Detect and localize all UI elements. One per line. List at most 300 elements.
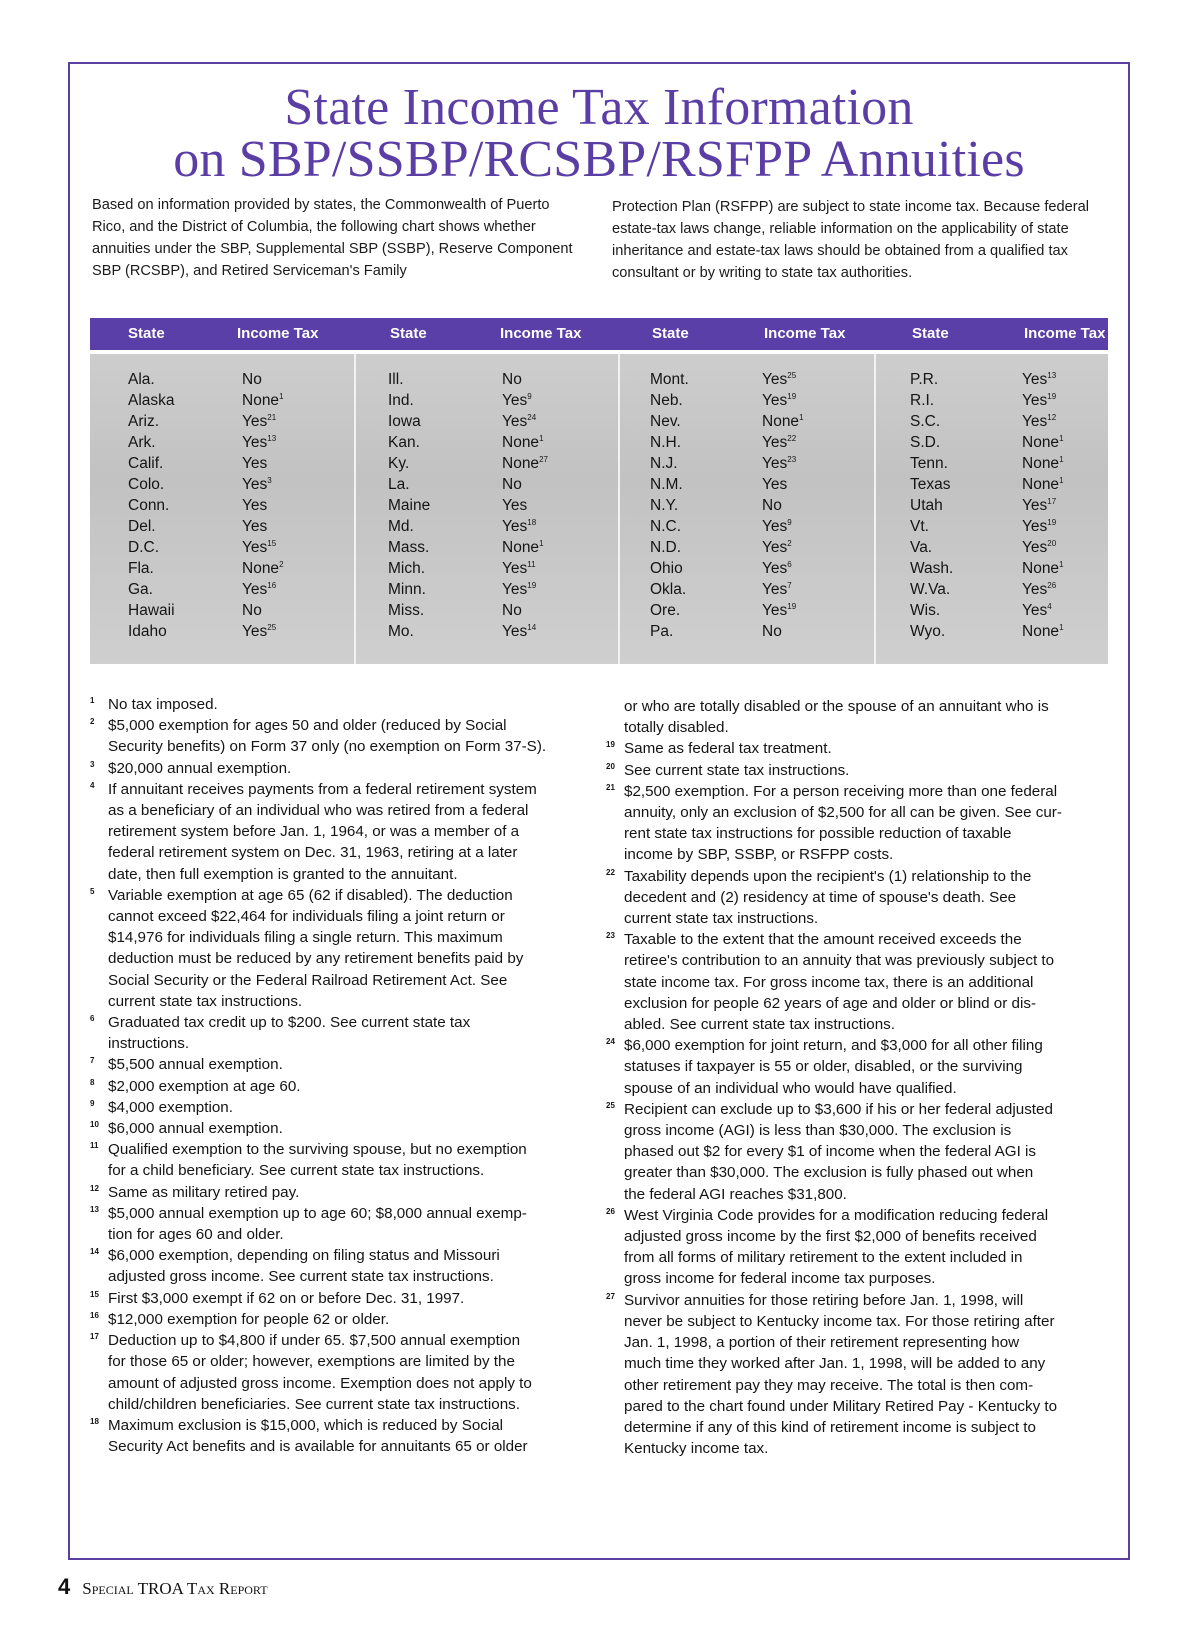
table-cell-state: Ind. — [388, 392, 414, 409]
footnote-reference: 1 — [1059, 475, 1064, 485]
title-line-2: on SBP/SSBP/RCSBP/RSFPP Annuities — [173, 131, 1025, 188]
footnote-text-line: Security Act benefits and is available for annuitants 65 or older — [108, 1438, 528, 1456]
table-cell-state: Ohio — [650, 560, 683, 577]
footnote-text-line: retiree's contribution to an annuity that was previously subject to — [624, 952, 1055, 970]
footnote-text-line: for those 65 or older; however, exemptions are limited by the — [108, 1353, 515, 1371]
footnote-reference: 25 — [267, 622, 277, 632]
footnote-reference: 1 — [279, 391, 284, 401]
footnote-number: 11 — [90, 1141, 99, 1151]
tax-column-1 — [242, 369, 284, 642]
footnote-text-line: First $3,000 exempt if 62 on or before Dec. 31, 1997. — [108, 1289, 465, 1307]
table-cell-income-tax — [242, 600, 284, 621]
table-cell-income-tax — [242, 537, 284, 558]
footnote-text-line: tion for ages 60 and older. — [108, 1226, 284, 1244]
footnote-text-line: Survivor annuities for those retiring before Jan. 1, 1998, will — [624, 1291, 1024, 1309]
income-tax-value: Yes — [502, 581, 528, 598]
table-cell-income-tax — [1022, 600, 1064, 621]
table-cell-state: Del. — [128, 518, 156, 535]
table-cell-income-tax — [1022, 369, 1064, 390]
table-cell-state: Texas — [910, 476, 951, 493]
table-cell-income-tax — [762, 558, 804, 579]
column-divider — [354, 354, 356, 664]
table-cell-income-tax — [762, 600, 804, 621]
footnote-number: 14 — [90, 1247, 99, 1257]
footnote-text-line: $6,000 exemption for joint return, and $3,000 for all other filing — [624, 1037, 1043, 1055]
footnote-text-line: instructions. — [108, 1035, 190, 1053]
footnote-item — [606, 1290, 1114, 1460]
footnote-text-line: gross income for federal income tax purposes. — [624, 1270, 936, 1288]
income-tax-value: None — [502, 434, 540, 451]
income-tax-value: None — [242, 392, 280, 409]
table-cell-state: D.C. — [128, 539, 159, 556]
footnote-number: 25 — [606, 1100, 615, 1110]
table-cell-state: Ill. — [388, 371, 404, 388]
footnote-reference: 7 — [787, 580, 792, 590]
footnote-reference: 9 — [787, 517, 792, 527]
income-tax-value: No — [502, 602, 522, 619]
column-divider — [874, 354, 876, 664]
footnote-number: 21 — [606, 782, 615, 792]
footnote-text-line: $6,000 exemption, depending on filing status and Missouri — [108, 1247, 500, 1265]
footnote-text-line: rent state tax instructions for possible reduction of taxable — [624, 825, 1012, 843]
income-tax-value: Yes — [1022, 392, 1048, 409]
table-cell-state: Fla. — [128, 560, 154, 577]
footnote-reference: 17 — [1047, 496, 1057, 506]
income-tax-value: Yes — [242, 539, 268, 556]
table-cell-state: Wis. — [910, 602, 941, 619]
table-cell-income-tax — [502, 474, 548, 495]
table-cell-income-tax — [242, 432, 284, 453]
footnote-reference: 24 — [527, 412, 537, 422]
income-tax-value: Yes — [242, 518, 268, 535]
table-cell-income-tax — [762, 537, 804, 558]
footnote-text-line: income by SBP, SSBP, or RSFPP costs. — [624, 846, 894, 864]
footnote-item — [90, 694, 582, 715]
table-cell-state: Ark. — [128, 434, 156, 451]
footnote-reference: 1 — [799, 412, 804, 422]
income-tax-value: No — [762, 623, 782, 640]
page-number: 4 — [58, 1574, 71, 1599]
footnote-text-line: the federal AGI reaches $31,800. — [624, 1185, 847, 1203]
income-tax-value: Yes — [762, 476, 788, 493]
footnote-number: 6 — [90, 1014, 95, 1024]
table-cell-state: Idaho — [128, 623, 167, 640]
footnote-number: 8 — [90, 1077, 95, 1087]
footnote-text-line: spouse of an individual who would have qualified. — [624, 1079, 957, 1097]
table-cell-income-tax — [1022, 390, 1064, 411]
table-cell-income-tax — [242, 579, 284, 600]
table-cell-income-tax — [762, 495, 804, 516]
table-cell-state: Kan. — [388, 434, 420, 451]
footnote-number: 9 — [90, 1098, 95, 1108]
footnote-reference: 19 — [527, 580, 537, 590]
table-cell-income-tax — [1022, 579, 1064, 600]
table-cell-state: Colo. — [128, 476, 165, 493]
states-column-1 — [128, 369, 175, 642]
footnote-text-line: No tax imposed. — [108, 696, 218, 713]
income-tax-value: Yes — [502, 560, 528, 577]
footnote-reference: 19 — [787, 391, 797, 401]
table-cell-income-tax — [1022, 621, 1064, 642]
footnote-text-line: Deduction up to $4,800 if under 65. $7,500 annual exemption — [108, 1332, 521, 1350]
table-cell-state: Mass. — [388, 539, 430, 556]
footnote-reference: 18 — [527, 517, 537, 527]
income-tax-value: Yes — [762, 602, 788, 619]
footnote-item — [90, 1054, 582, 1075]
footnote-item — [90, 1182, 582, 1203]
income-tax-value: None — [502, 455, 540, 472]
footnote-text-line: Same as military retired pay. — [108, 1183, 300, 1201]
header-state-1: State — [128, 325, 165, 342]
footnote-item — [90, 1245, 582, 1287]
table-cell-income-tax — [1022, 432, 1064, 453]
income-tax-value: None — [762, 413, 800, 430]
footnote-item — [606, 929, 1114, 1035]
income-tax-value: Yes — [762, 581, 788, 598]
table-cell-state: Md. — [388, 518, 414, 535]
footnote-text-line: current state tax instructions. — [108, 992, 303, 1010]
footnote-item — [90, 1118, 582, 1139]
footnote-reference: 21 — [267, 412, 277, 422]
footnote-text-line: $14,976 for individuals filing a single return. This maximum — [108, 929, 503, 947]
footnote-reference: 3 — [267, 475, 272, 485]
footnote-text-line: never be subject to Kentucky income tax. For those retiring after — [624, 1312, 1055, 1330]
income-tax-value: Yes — [242, 623, 268, 640]
table-cell-state: La. — [388, 476, 410, 493]
footnote-text-line: Maximum exclusion is $15,000, which is reduced by Social — [108, 1416, 504, 1434]
footnote-text-line: See current state tax instructions. — [624, 761, 850, 779]
income-tax-value: Yes — [1022, 602, 1048, 619]
table-cell-state: Wyo. — [910, 623, 946, 640]
footnote-text-line: Recipient can exclude up to $3,600 if his or her federal adjusted — [624, 1100, 1053, 1118]
footnote-reference: 26 — [1047, 580, 1057, 590]
footnote-text-line: $2,000 exemption at age 60. — [108, 1077, 301, 1095]
footnote-text-line: Variable exemption at age 65 (62 if disabled). The deduction — [108, 886, 513, 904]
income-tax-value: Yes — [502, 392, 528, 409]
table-cell-state: Okla. — [650, 581, 687, 598]
income-tax-value: None — [1022, 434, 1060, 451]
table-cell-state: Iowa — [388, 413, 421, 430]
footnote-number: 18 — [90, 1416, 99, 1426]
footnote-reference: 6 — [787, 559, 792, 569]
footnote-text-line: Taxability depends upon the recipient's (1) relationship to the — [624, 867, 1032, 885]
income-tax-value: None — [1022, 623, 1060, 640]
footnote-reference: 1 — [1059, 559, 1064, 569]
footnote-reference: 16 — [267, 580, 277, 590]
footnote-number: 26 — [606, 1206, 615, 1216]
footnote-reference: 15 — [267, 538, 277, 548]
footnote-reference: 1 — [1059, 454, 1064, 464]
footnote-number: 19 — [606, 740, 615, 750]
income-tax-value: Yes — [1022, 413, 1048, 430]
table-cell-income-tax — [762, 432, 804, 453]
footnote-number: 2 — [90, 717, 95, 727]
table-cell-state: Utah — [910, 497, 943, 514]
income-tax-value: None — [1022, 455, 1060, 472]
footnote-item — [90, 885, 582, 1012]
footnote-number: 27 — [606, 1291, 615, 1301]
footnote-reference: 19 — [1047, 517, 1057, 527]
header-state-3: State — [652, 325, 689, 342]
footnote-item — [90, 1415, 582, 1457]
income-tax-value: None — [1022, 560, 1060, 577]
income-tax-value: Yes — [762, 392, 788, 409]
column-divider — [618, 354, 620, 664]
income-tax-value: Yes — [242, 476, 268, 493]
footnote-number: 20 — [606, 761, 615, 771]
income-tax-value: Yes — [502, 497, 528, 514]
footnote-number: 7 — [90, 1056, 95, 1066]
footnote-reference: 13 — [267, 433, 277, 443]
page-title — [68, 79, 1130, 188]
footnote-text-line: determine if any of this kind of retirement income is subject to — [624, 1418, 1036, 1436]
states-column-4 — [910, 369, 953, 642]
table-cell-state: Ky. — [388, 455, 410, 472]
footnote-reference: 1 — [1059, 622, 1064, 632]
publication-name: Special TROA Tax Report — [82, 1579, 268, 1598]
footnote-text-line: greater than $30,000. The exclusion is fully phased out when — [624, 1164, 1034, 1182]
table-cell-income-tax — [762, 390, 804, 411]
footnote-reference: 19 — [1047, 391, 1057, 401]
table-cell-state: Wash. — [910, 560, 954, 577]
income-tax-value: Yes — [242, 413, 268, 430]
intro-paragraph-right: Protection Plan (RSFPP) are subject to state income tax. Because federal estate-tax laws change, reliable information on the applicability of state inheritance and estate-tax laws should be obtained from a qualified tax consultant or by writing to state tax authorities. — [612, 199, 1089, 281]
table-cell-income-tax — [502, 516, 548, 537]
income-tax-value: No — [242, 371, 262, 388]
footnote-number: 5 — [90, 886, 95, 896]
footnote-reference: 1 — [1059, 433, 1064, 443]
footnote-text-line: annuity, only an exclusion of $2,500 for all can be given. See cur- — [624, 804, 1062, 822]
footnote-item — [90, 715, 582, 757]
footnote-number: 23 — [606, 931, 615, 941]
footnote-item — [90, 779, 582, 885]
footnote-number: 4 — [90, 780, 95, 790]
income-tax-value: Yes — [502, 623, 528, 640]
table-cell-state: N.D. — [650, 539, 681, 556]
footnote-item — [90, 1076, 582, 1097]
footnote-text-line: Qualified exemption to the surviving spouse, but no exemption — [108, 1141, 527, 1159]
income-tax-value: Yes — [762, 560, 788, 577]
footnote-text-line: much time they worked after Jan. 1, 1998, will be added to any — [624, 1355, 1046, 1373]
footnote-text-line: child/children beneficiaries. See current state tax instructions. — [108, 1395, 520, 1413]
income-tax-value: Yes — [762, 539, 788, 556]
table-cell-income-tax — [242, 516, 284, 537]
footnote-item — [90, 758, 582, 779]
table-cell-state: Ore. — [650, 602, 681, 619]
table-cell-income-tax — [502, 411, 548, 432]
footnote-text-line: $4,000 exemption. — [108, 1098, 233, 1116]
income-tax-value: None — [502, 539, 540, 556]
header-state-4: State — [912, 325, 949, 342]
income-tax-value: Yes — [1022, 539, 1048, 556]
footnote-text-line: $2,500 exemption. For a person receiving more than one federal — [624, 782, 1058, 800]
table-cell-state: N.C. — [650, 518, 681, 535]
footnote-item — [90, 1309, 582, 1330]
table-cell-state: P.R. — [910, 371, 939, 388]
income-tax-value: Yes — [762, 434, 788, 451]
table-cell-income-tax — [502, 579, 548, 600]
footnote-number: 1 — [90, 696, 95, 705]
footnote-text-line: decedent and (2) residency at time of spouse's death. See — [624, 888, 1017, 906]
footnote-reference: 1 — [539, 433, 544, 443]
income-tax-value: No — [502, 476, 522, 493]
income-tax-value: No — [762, 497, 782, 514]
income-tax-value: Yes — [1022, 497, 1048, 514]
footnote-text-line: adjusted gross income by the first $2,000 of benefits received — [624, 1228, 1037, 1246]
table-header-bar — [90, 318, 1108, 350]
footnote-text-line: or who are totally disabled or the spouse of an annuitant who is — [624, 698, 1049, 715]
table-cell-state: Va. — [910, 539, 933, 556]
table-cell-income-tax — [762, 579, 804, 600]
title-line-1: State Income Tax Information — [284, 79, 914, 136]
table-cell-income-tax — [1022, 474, 1064, 495]
states-column-3 — [650, 369, 689, 642]
footnote-item — [90, 1097, 582, 1118]
footnote-text-line: from all forms of military retirement to the extent included in — [624, 1249, 1023, 1267]
footnote-number: 3 — [90, 759, 95, 769]
footnote-number: 13 — [90, 1204, 99, 1214]
table-cell-state: Alaska — [128, 392, 175, 409]
income-tax-value: No — [242, 602, 262, 619]
footnote-item — [90, 1288, 582, 1309]
footnote-reference: 9 — [527, 391, 532, 401]
table-cell-state: Maine — [388, 497, 431, 514]
header-income-tax-2: Income Tax — [500, 325, 582, 342]
income-tax-value: None — [1022, 476, 1060, 493]
footnote-item — [90, 1330, 582, 1415]
table-cell-state: R.I. — [910, 392, 935, 409]
footnote-text-line: statuses if taxpayer is 55 or older, disabled, or the surviving — [624, 1058, 1023, 1076]
table-cell-income-tax — [242, 495, 284, 516]
header-income-tax-4: Income Tax — [1024, 325, 1106, 342]
table-cell-income-tax — [762, 369, 804, 390]
footnote-number: 24 — [606, 1037, 615, 1047]
income-tax-value: Yes — [242, 497, 268, 514]
footnote-text-line: $5,000 exemption for ages 50 and older (reduced by Social — [108, 717, 507, 735]
table-cell-state: Mo. — [388, 623, 414, 640]
footnote-item — [606, 1035, 1114, 1099]
table-cell-income-tax — [762, 516, 804, 537]
footnote-text-line: Kentucky income tax. — [624, 1440, 769, 1458]
footnote-text-line: $6,000 annual exemption. — [108, 1120, 283, 1138]
table-cell-state: Ala. — [128, 371, 155, 388]
footnote-text-line: amount of adjusted gross income. Exemption does not apply to — [108, 1374, 532, 1392]
table-cell-state: Tenn. — [910, 455, 948, 472]
footnote-text-line: current state tax instructions. — [624, 910, 819, 928]
income-tax-value: Yes — [502, 413, 528, 430]
footnote-item — [606, 781, 1114, 866]
table-cell-state: Vt. — [910, 518, 929, 535]
footnote-text-line: Social Security or the Federal Railroad Retirement Act. See — [108, 971, 508, 989]
table-cell-income-tax — [502, 390, 548, 411]
table-cell-income-tax — [502, 495, 548, 516]
income-tax-value: No — [502, 371, 522, 388]
footnote-reference: 14 — [527, 622, 537, 632]
table-cell-state: Ga. — [128, 581, 153, 598]
table-cell-income-tax — [242, 474, 284, 495]
intro-paragraph-left: Based on information provided by states, the Commonwealth of Puerto Rico, and the District of Columbia, the following chart shows whether annuities under the SBP, Supplemental SBP (SSBP), Reserve Component SBP (RCSBP), and Retired Serviceman's Family — [92, 197, 573, 279]
footnote-text-line: date, then full exemption is granted to the annuitant. — [108, 865, 458, 883]
footnote-text-line: Security benefits) on Form 37 only (no exemption on Form 37-S). — [108, 738, 547, 756]
table-cell-income-tax — [1022, 453, 1064, 474]
page-footer — [58, 1574, 268, 1600]
footnote-item — [606, 1099, 1114, 1205]
state-tax-table — [90, 354, 1108, 664]
table-cell-income-tax — [762, 621, 804, 642]
header-income-tax-1: Income Tax — [237, 325, 319, 342]
income-tax-value: Yes — [1022, 371, 1048, 388]
footnote-reference: 25 — [787, 370, 797, 380]
states-column-2 — [388, 369, 430, 642]
footnote-number: 17 — [90, 1332, 99, 1342]
table-cell-income-tax — [242, 390, 284, 411]
table-cell-state: N.Y. — [650, 497, 679, 514]
footnote-reference: 13 — [1047, 370, 1057, 380]
table-cell-income-tax — [242, 369, 284, 390]
table-cell-state: Ariz. — [128, 413, 159, 430]
footnote-number: 12 — [90, 1183, 99, 1193]
footnote-text-line: state income tax. For gross income tax, there is an additional — [624, 973, 1034, 991]
footnote-text-line: other retirement pay they may receive. The total is then com- — [624, 1376, 1034, 1394]
income-tax-value: Yes — [502, 518, 528, 535]
table-cell-income-tax — [1022, 411, 1064, 432]
tax-column-4 — [1022, 369, 1064, 642]
table-cell-income-tax — [502, 621, 548, 642]
income-tax-value: Yes — [242, 434, 268, 451]
footnote-18-continued — [606, 696, 1114, 738]
table-cell-state: Pa. — [650, 623, 674, 640]
footnote-reference: 11 — [527, 559, 536, 569]
table-cell-income-tax — [502, 558, 548, 579]
table-cell-income-tax — [502, 369, 548, 390]
table-cell-state: Miss. — [388, 602, 425, 619]
footnote-reference: 1 — [539, 538, 544, 548]
footnote-text-line: gross income (AGI) is less than $30,000. The exclusion is — [624, 1122, 1012, 1140]
table-cell-income-tax — [1022, 558, 1064, 579]
table-cell-income-tax — [502, 537, 548, 558]
footnote-item — [606, 738, 1114, 759]
tax-column-2 — [502, 369, 548, 642]
table-cell-income-tax — [242, 411, 284, 432]
footnote-item — [606, 866, 1114, 930]
footnote-text-line: Graduated tax credit up to $200. See current state tax — [108, 1014, 471, 1032]
footnote-reference: 12 — [1047, 412, 1057, 422]
footnote-text-line: as a beneficiary of an individual who was retired from a federal — [108, 802, 529, 820]
table-cell-income-tax — [242, 621, 284, 642]
footnote-reference: 2 — [279, 559, 284, 569]
footnote-text-line: $20,000 annual exemption. — [108, 759, 292, 777]
footnote-number: 10 — [90, 1120, 99, 1130]
table-cell-income-tax — [762, 474, 804, 495]
footnote-text-line: If annuitant receives payments from a federal retirement system — [108, 780, 537, 798]
income-tax-value: Yes — [762, 518, 788, 535]
income-tax-value: Yes — [762, 371, 788, 388]
tax-column-3 — [762, 369, 804, 642]
footnotes-left — [90, 694, 582, 1457]
footnote-text-line: $12,000 exemption for people 62 or older. — [108, 1310, 390, 1328]
table-cell-state: Neb. — [650, 392, 683, 409]
table-cell-income-tax — [502, 432, 548, 453]
footnote-text-line: abled. See current state tax instructions. — [624, 1016, 895, 1034]
footnote-item — [90, 1203, 582, 1245]
footnote-text-line: Taxable to the extent that the amount received exceeds the — [624, 931, 1022, 949]
table-cell-state: N.H. — [650, 434, 681, 451]
table-cell-income-tax — [1022, 495, 1064, 516]
footnote-text-line: cannot exceed $22,464 for individuals filing a joint return or — [108, 908, 505, 926]
footnote-item — [606, 1205, 1114, 1290]
footnotes-right — [606, 696, 1114, 1459]
footnote-reference: 27 — [539, 454, 548, 464]
